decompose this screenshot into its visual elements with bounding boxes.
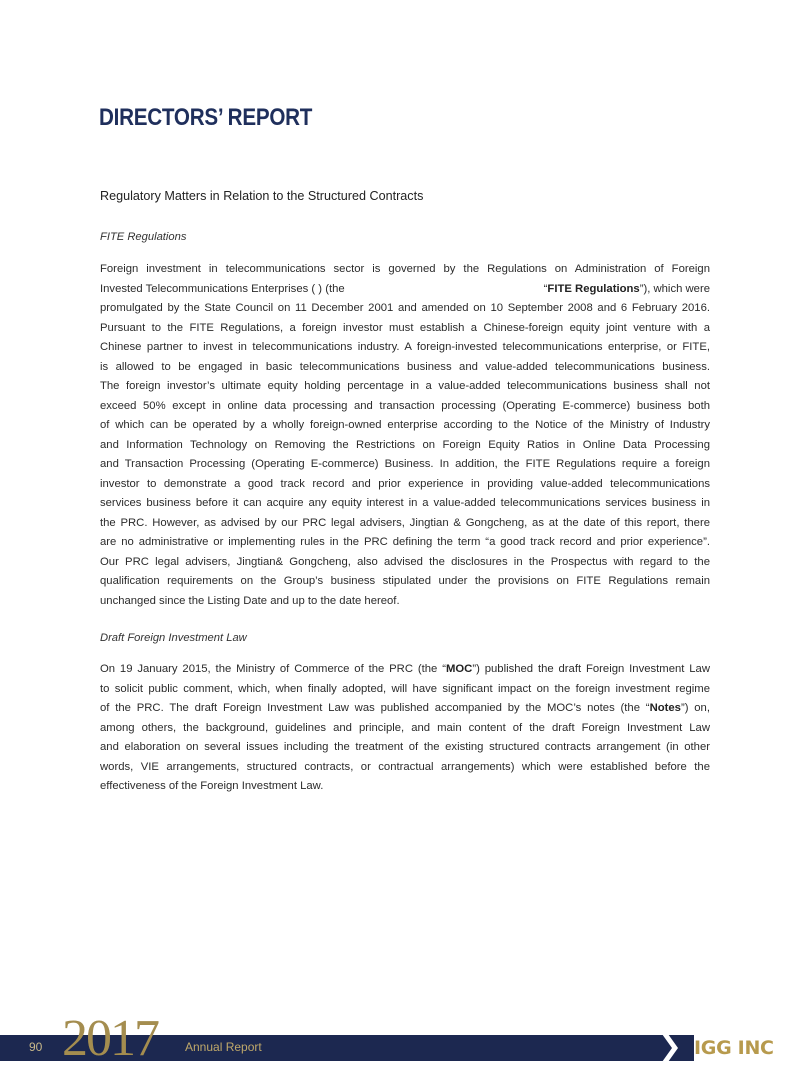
text-line: the PRC. However, as advised by our PRC legal advisers, Jingtian & Gongcheng, as at the date of this report, there [100,516,710,529]
text-line: is allowed to be engaged in basic telecommunications business and value-added telecommunications business. [100,360,710,373]
text-line: The foreign investor’s ultimate equity holding percentage in a value-added telecommunications business shall not [100,380,710,392]
defined-term-notes: Notes [649,702,681,714]
annual-report-year-logo: 2017 [62,1010,158,1067]
text-line: investor to demonstrate a good track record and prior experience in providing value-added telecommunications [100,477,710,490]
text-line: qualification requirements on the Group’s business stipulated under the provisions on FITE Regulations remain [100,575,710,587]
text-line-part: ”), which were [639,282,710,295]
text-line: words, VIE arrangements, structured contracts, or contractual arrangements) which were established before the [100,760,710,773]
text-line: and elaboration on several issues including the treatment of the existing structured contracts arrangement (in other [100,741,710,753]
text-line: are no administrative or implementing rules in the PRC defining the term “a good track record and prior experience”. [100,536,710,548]
subheading-fite-regulations: FITE Regulations [100,231,187,243]
chevron-right-icon [662,1034,678,1062]
text-line: effectiveness of the Foreign Investment Law. [100,780,324,792]
text-line: unchanged since the Listing Date and up to the date hereof. [100,594,400,607]
text-line-with-defined-term [100,660,710,680]
text-line-part: On 19 January 2015, the Ministry of Commerce of the PRC (the “ [100,663,446,675]
text-line-part: Invested Telecommunications Enterprises ( ) (the [100,282,345,295]
text-line: among others, the background, guidelines and principle, and main content of the draft Foreign Investment Law [100,721,710,734]
open-quote: “ [543,282,548,295]
text-line: Pursuant to the FITE Regulations, a foreign investor must establish a Chinese-foreign equity joint venture with a [100,321,710,334]
text-line-with-defined-term [100,699,710,719]
text-line: exceed 50% except in online data processing and transaction processing (Operating E-commerce) business both [100,399,710,412]
text-line: to solicit public comment, which, when finally adopted, will have significant impact on the foreign investment regime [100,682,710,695]
text-line: Chinese partner to invest in telecommunications industry. A foreign-invested telecommunications enterprise, or FITE, [100,341,710,353]
text-line-part: of the PRC. The draft Foreign Investment Law was published accompanied by the MOC’s notes (the “ [100,702,650,714]
text-line: of which can be operated by a wholly foreign-owned enterprise according to the Notice of the Ministry of Industry [100,419,710,431]
text-line-with-defined-term [100,280,710,300]
defined-term-moc: MOC [445,663,473,675]
paragraph-draft-foreign-investment-law [100,660,710,797]
company-logo: IGG INC [694,1035,800,1061]
text-line: Foreign investment in telecommunications sector is governed by the Regulations on Administration of Foreign [100,263,710,275]
section-heading: Regulatory Matters in Relation to the Structured Contracts [100,189,424,203]
text-line: and Information Technology on Removing the Restrictions on Foreign Equity Ratios in Online Data Processing [100,438,710,451]
text-line: services business before it can acquire any equity interest in a value-added telecommunications services business in [100,497,710,509]
defined-term-fite [544,280,710,300]
page-title: DIRECTORS’ REPORT [99,104,313,131]
page-number: 90 [29,1040,43,1054]
defined-term-label: FITE Regulations [547,282,640,295]
text-line-part: ”) on, [680,702,710,714]
text-line: promulgated by the State Council on 11 December 2001 and amended on 10 September 2008 and 6 February 2016. [100,302,710,314]
text-line: Our PRC legal advisers, Jingtian& Gongcheng, also advised the disclosures in the Prospectus with regard to the [100,555,710,568]
annual-report-label: Annual Report [185,1040,262,1054]
paragraph-fite-regulations [100,260,710,611]
text-line-part: ”) published the draft Foreign Investment Law [472,663,710,675]
subheading-draft-foreign-investment-law: Draft Foreign Investment Law [100,632,247,644]
text-line: and Transaction Processing (Operating E-commerce) Business. In addition, the FITE Regulations require a foreign [100,458,710,470]
